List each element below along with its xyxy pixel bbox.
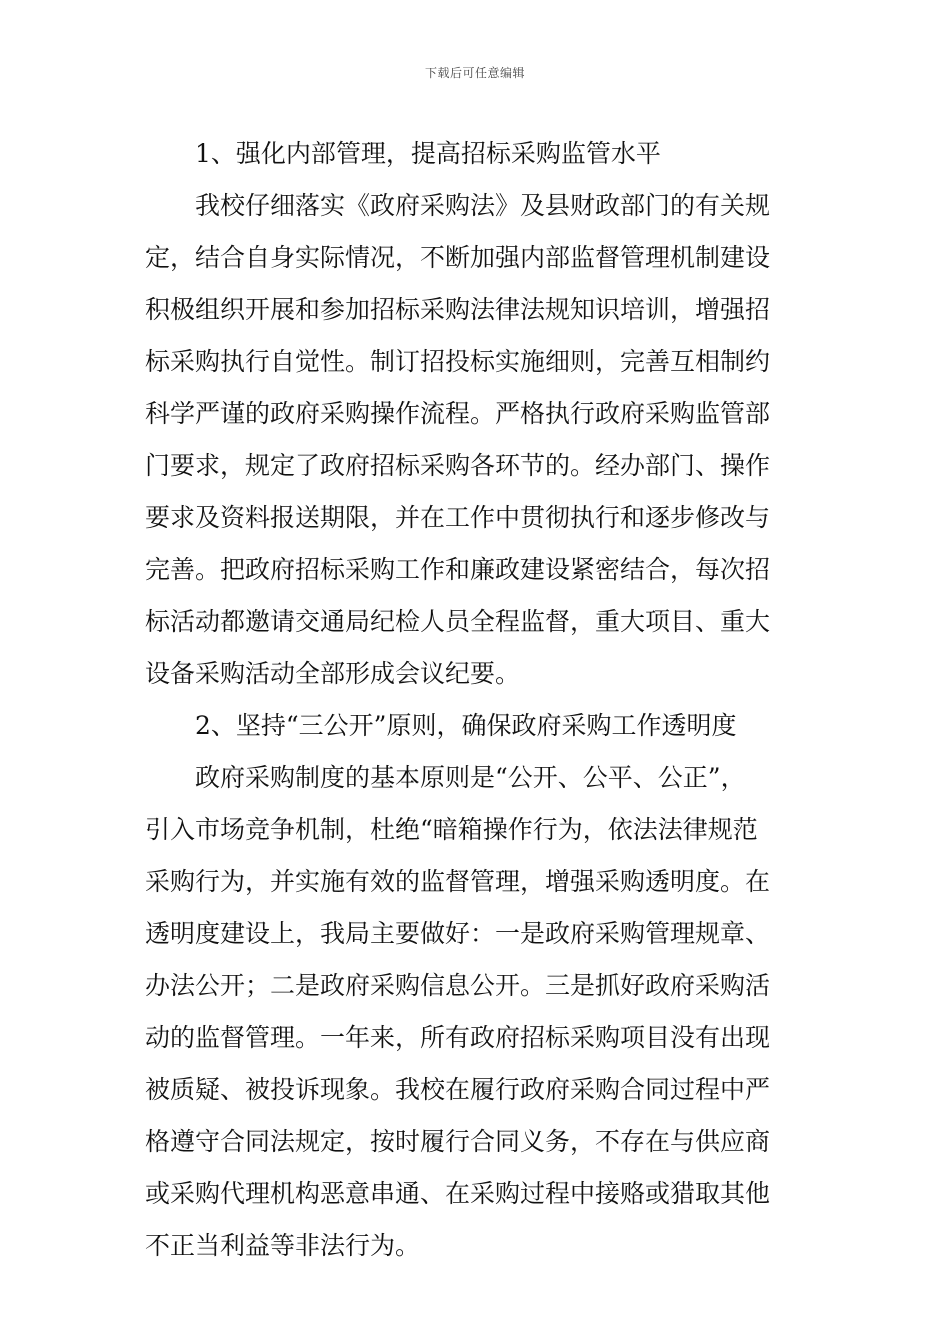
paragraph-line: 标采购执行自觉性。制订招投标实施细则，完善互相制约 <box>145 347 771 376</box>
paragraph-line: 透明度建设上，我局主要做好：一是政府采购管理规章、 <box>145 919 771 948</box>
section-heading-2: 2、坚持“三公开”原则，确保政府采购工作透明度 <box>195 711 737 740</box>
paragraph-line: 要求及资料报送期限，并在工作中贯彻执行和逐步修改与 <box>145 503 771 532</box>
section-heading-1: 1、强化内部管理，提高招标采购监管水平 <box>195 139 661 168</box>
paragraph-line: 积极组织开展和参加招标采购法律法规知识培训，增强招 <box>145 295 771 324</box>
paragraph-line: 设备采购活动全部形成会议纪要。 <box>145 659 521 688</box>
paragraph-line: 我校仔细落实《政府采购法》及县财政部门的有关规 <box>195 191 771 220</box>
paragraph-line: 不正当利益等非法行为。 <box>145 1231 421 1260</box>
paragraph-line: 科学严谨的政府采购操作流程。严格执行政府采购监管部 <box>145 399 771 428</box>
paragraph-line: 办法公开；二是政府采购信息公开。三是抓好政府采购活 <box>145 971 771 1000</box>
paragraph-line: 定，结合自身实际情况，不断加强内部监督管理机制建设 <box>145 243 771 272</box>
paragraph-line: 标活动都邀请交通局纪检人员全程监督，重大项目、重大 <box>145 607 771 636</box>
paragraph-line: 政府采购制度的基本原则是“公开、公平、公正”， <box>195 763 746 792</box>
paragraph-line: 门要求，规定了政府招标采购各环节的。经办部门、操作 <box>145 451 771 480</box>
paragraph-line: 完善。把政府招标采购工作和廉政建设紧密结合，每次招 <box>145 555 771 584</box>
document-body <box>145 128 807 1272</box>
paragraph-line: 或采购代理机构恶意串通、在采购过程中接赂或猎取其他 <box>145 1179 771 1208</box>
paragraph-line: 被质疑、被投诉现象。我校在履行政府采购合同过程中严 <box>145 1075 771 1104</box>
page-header: 下载后可任意编辑 <box>424 66 525 80</box>
paragraph-line: 格遵守合同法规定，按时履行合同义务，不存在与供应商 <box>145 1127 771 1156</box>
paragraph-line: 动的监督管理。一年来，所有政府招标采购项目没有出现 <box>145 1023 771 1052</box>
paragraph-line: 采购行为，并实施有效的监督管理，增强采购透明度。在 <box>145 867 771 896</box>
paragraph-line: 引入市场竞争机制，杜绝“暗箱操作行为，依法法律规范 <box>145 815 758 844</box>
